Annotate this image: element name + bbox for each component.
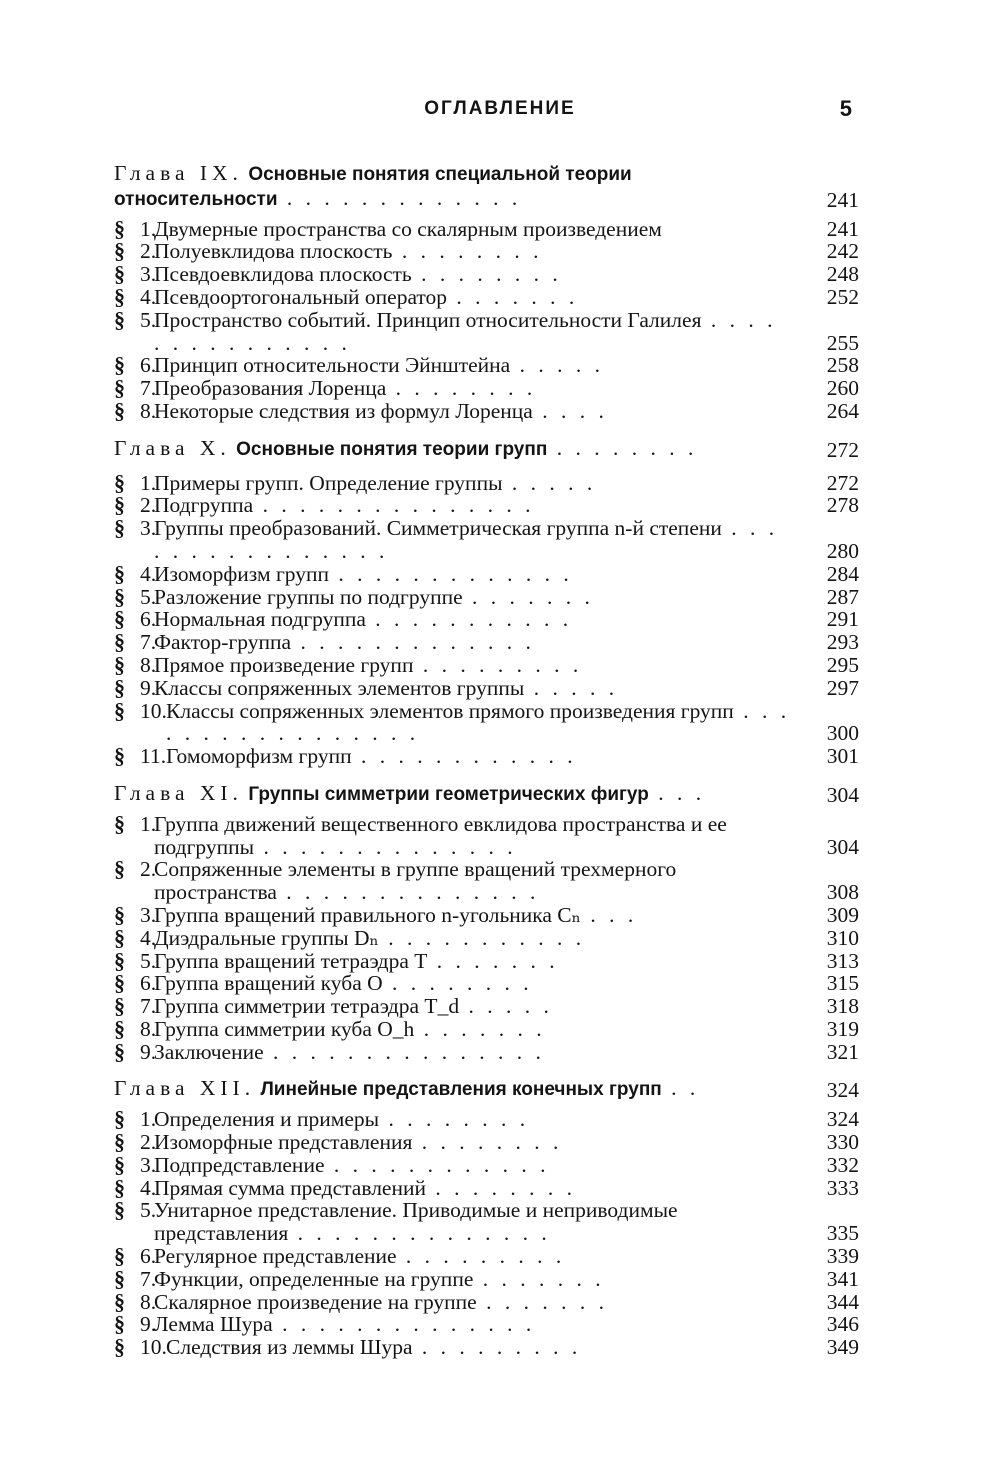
dot-leader: . . . . . . . . bbox=[379, 1107, 530, 1132]
toc-entry bbox=[114, 995, 859, 1018]
chapter-12 bbox=[114, 1077, 859, 1359]
section-number: 9. bbox=[140, 675, 157, 700]
section-title: Группа вращений правильного n-угольника Cₙ bbox=[154, 902, 581, 927]
dot-leader: . . . . . . . . . . . . . . . . bbox=[154, 516, 779, 563]
section-sign: § bbox=[114, 469, 125, 495]
section-title: Следствия из леммы Шура bbox=[166, 1335, 413, 1360]
toc-entry bbox=[114, 674, 859, 700]
toc-entry bbox=[114, 1131, 859, 1154]
section-page: 293 bbox=[826, 630, 859, 655]
section-sign: § bbox=[114, 397, 125, 423]
section-title: Группы преобразований. Симметрическая группа n-й степени bbox=[154, 516, 722, 541]
dot-leader: . . . . . . . . . . . . . . . bbox=[253, 493, 535, 518]
section-title: Регулярное представление bbox=[154, 1244, 397, 1269]
toc-entry bbox=[114, 697, 859, 746]
toc-entry bbox=[114, 397, 859, 423]
section-page: 301 bbox=[826, 744, 859, 769]
section-title: Изоморфные представления bbox=[154, 1130, 413, 1155]
section-number: 2. bbox=[140, 857, 157, 882]
section-page: 260 bbox=[826, 376, 859, 401]
chapter-title: Основные понятия специальной теории относительности bbox=[114, 164, 632, 210]
section-sign: § bbox=[114, 743, 125, 769]
section-title: Унитарное представление. Приводимые и неприводимые представления bbox=[154, 1198, 678, 1246]
section-number: 7. bbox=[140, 630, 157, 655]
section-title: Группа вращений куба O bbox=[154, 971, 383, 996]
section-title: Псевдоевклидова плоскость bbox=[154, 262, 412, 287]
dot-leader: . . . . . . . . . . . . bbox=[351, 744, 577, 769]
toc-entry bbox=[114, 494, 859, 517]
section-number: 1. bbox=[140, 216, 157, 241]
toc-entry bbox=[114, 354, 859, 377]
section-sign: § bbox=[114, 1106, 125, 1132]
toc-entry bbox=[114, 810, 859, 859]
dot-leader: . . . . . . . bbox=[476, 1289, 608, 1314]
section-title: Пространство событий. Принцип относительности Галилея bbox=[154, 307, 702, 332]
section-page: 255 bbox=[826, 330, 859, 355]
chapter-9 bbox=[114, 162, 859, 423]
dot-leader: . . . . . . . . . . . . . bbox=[291, 630, 535, 655]
section-page: 258 bbox=[826, 353, 859, 378]
section-title: Классы сопряженных элементов прямого произведения групп bbox=[166, 698, 734, 723]
section-number: 6. bbox=[140, 1244, 157, 1269]
section-number: 5. bbox=[140, 1198, 157, 1223]
section-sign: § bbox=[114, 856, 125, 882]
section-number: 4. bbox=[140, 284, 157, 309]
toc-entry bbox=[114, 240, 859, 263]
section-title: Лемма Шура bbox=[154, 1312, 273, 1337]
dot-leader: . . . . . . . . . . . . . . . bbox=[263, 1039, 545, 1064]
dot-leader: . . . . . . . . bbox=[382, 971, 533, 996]
chapter-heading bbox=[114, 162, 859, 212]
section-number: 7. bbox=[140, 376, 157, 401]
toc-entry bbox=[114, 972, 859, 995]
section-title: Изоморфизм групп bbox=[154, 561, 329, 586]
section-title: Преобразования Лоренца bbox=[154, 376, 387, 401]
toc-entry bbox=[114, 1336, 859, 1359]
section-title: Полуевклидова плоскость bbox=[154, 239, 393, 264]
section-sign: § bbox=[114, 1288, 125, 1314]
chapter-page: 324 bbox=[826, 1078, 859, 1103]
section-page: 319 bbox=[826, 1016, 859, 1041]
section-number: 6. bbox=[140, 607, 157, 632]
section-number: 8. bbox=[140, 652, 157, 677]
section-page: 272 bbox=[826, 470, 859, 495]
toc-entry bbox=[114, 215, 859, 241]
dot-leader: . . . . bbox=[532, 398, 608, 423]
section-sign: § bbox=[114, 993, 125, 1019]
section-number: 4. bbox=[140, 561, 157, 586]
toc-entry bbox=[114, 1265, 859, 1291]
chapter-page: 272 bbox=[826, 437, 859, 462]
dot-leader: . . . . . . . . . . . . . . bbox=[272, 1312, 536, 1337]
running-head bbox=[0, 98, 1000, 130]
section-title: Некоторые следствия из формул Лоренца bbox=[154, 398, 533, 423]
dot-leader: . . . . . . . . bbox=[547, 435, 698, 460]
section-number: 11. bbox=[140, 744, 167, 769]
dot-leader: . . . . . . . bbox=[462, 584, 594, 609]
section-title: Подпредставление bbox=[154, 1152, 325, 1177]
section-page: 344 bbox=[826, 1289, 859, 1314]
section-sign: § bbox=[114, 1265, 125, 1291]
section-title: Сопряженные элементы в группе вращений трехмерного пространства bbox=[154, 857, 677, 905]
section-sign: § bbox=[114, 283, 125, 309]
toc-entry bbox=[114, 651, 859, 677]
section-title: Нормальная подгруппа bbox=[154, 607, 366, 632]
section-sign: § bbox=[114, 515, 125, 541]
section-page: 241 bbox=[826, 216, 859, 241]
dot-leader: . . . . . . . . bbox=[386, 376, 537, 401]
section-number: 8. bbox=[140, 1289, 157, 1314]
section-number: 4. bbox=[140, 1175, 157, 1200]
toc-entry bbox=[114, 1015, 859, 1041]
section-page: 332 bbox=[826, 1152, 859, 1177]
section-page: 295 bbox=[826, 652, 859, 677]
toc-entry bbox=[114, 631, 859, 654]
section-page: 300 bbox=[826, 721, 859, 746]
section-page: 321 bbox=[826, 1039, 859, 1064]
dot-leader: . . . . . bbox=[459, 994, 553, 1019]
section-number: 3. bbox=[140, 516, 157, 541]
toc-entry bbox=[114, 263, 859, 286]
dot-leader: . . . . . . . . . . . bbox=[365, 607, 573, 632]
section-sign: § bbox=[114, 924, 125, 950]
toc-entry bbox=[114, 1038, 859, 1064]
dot-leader: . . . . . bbox=[510, 353, 604, 378]
section-number: 9. bbox=[140, 1039, 157, 1064]
section-sign: § bbox=[114, 1129, 125, 1155]
section-number: 8. bbox=[140, 1016, 157, 1041]
chapter-heading bbox=[114, 437, 859, 462]
section-page: 284 bbox=[826, 561, 859, 586]
section-title: Скалярное произведение на группе bbox=[154, 1289, 477, 1314]
dot-leader: . . . . . . . . . . . . . . . . . bbox=[166, 698, 791, 746]
section-sign: § bbox=[114, 651, 125, 677]
section-page: 341 bbox=[826, 1266, 859, 1291]
section-title: Функции, определенные на группе bbox=[154, 1266, 474, 1291]
section-title: Группа вращений тетраэдра T bbox=[154, 948, 428, 973]
dot-leader: . . . . . . . . . . . . . . bbox=[276, 880, 540, 905]
section-title: Группа симметрии тетраэдра T_d bbox=[154, 994, 460, 1019]
toc-entry bbox=[114, 306, 859, 355]
toc-entry bbox=[114, 1313, 859, 1336]
dot-leader: . . . . . . . . . . . . . . bbox=[288, 1221, 551, 1246]
section-sign: § bbox=[114, 1174, 125, 1200]
toc-entry bbox=[114, 377, 859, 400]
chapter-11 bbox=[114, 782, 859, 1064]
toc-entry bbox=[114, 1108, 859, 1131]
section-number: 5. bbox=[140, 307, 157, 332]
dot-leader: . . . . . bbox=[524, 675, 619, 700]
section-page: 335 bbox=[826, 1221, 859, 1246]
toc-entry bbox=[114, 1151, 859, 1177]
section-title: Двумерные пространства со скалярным произведением bbox=[154, 216, 662, 241]
section-sign: § bbox=[114, 674, 125, 700]
section-sign: § bbox=[114, 261, 125, 287]
dot-leader: . . . . . . . . . . . . . bbox=[277, 185, 522, 210]
dot-leader: . . . bbox=[648, 780, 706, 805]
section-sign: § bbox=[114, 215, 125, 241]
chapter-heading bbox=[114, 1077, 859, 1102]
section-sign: § bbox=[114, 606, 125, 632]
table-of-contents bbox=[114, 162, 859, 1373]
section-page: 248 bbox=[826, 262, 859, 287]
section-title: Псевдоортогональный оператор bbox=[154, 284, 448, 309]
chapter-label: Глава XII. bbox=[114, 1076, 256, 1101]
section-title: Заключение bbox=[154, 1039, 264, 1064]
section-page: 304 bbox=[826, 834, 859, 859]
section-page: 324 bbox=[826, 1107, 859, 1132]
chapter-label: Глава X. bbox=[114, 435, 231, 460]
section-number: 10. bbox=[140, 1335, 167, 1360]
section-number: 2. bbox=[140, 1130, 157, 1155]
toc-entry bbox=[114, 608, 859, 631]
section-title: Группа движений вещественного евклидова пространства и ее подгруппы bbox=[154, 811, 727, 859]
section-sign: § bbox=[114, 1334, 125, 1360]
section-number: 1. bbox=[140, 470, 157, 495]
section-number: 5. bbox=[140, 584, 157, 609]
section-sign: § bbox=[114, 629, 125, 655]
section-sign: § bbox=[114, 901, 125, 927]
section-sign: § bbox=[114, 1197, 125, 1223]
chapter-heading bbox=[114, 782, 859, 807]
dot-leader: . . . . . . . bbox=[473, 1266, 605, 1291]
section-sign: § bbox=[114, 492, 125, 518]
section-sign: § bbox=[114, 352, 125, 378]
section-title: Классы сопряженных элементов группы bbox=[154, 675, 525, 700]
section-page: 315 bbox=[826, 971, 859, 996]
section-sign: § bbox=[114, 1015, 125, 1041]
section-page: 278 bbox=[826, 493, 859, 518]
dot-leader: . . . . . . . . bbox=[411, 262, 562, 287]
chapter-title: Линейные представления конечных групп bbox=[260, 1079, 662, 1101]
section-number: 7. bbox=[140, 1266, 157, 1291]
toc-entry bbox=[114, 1245, 859, 1268]
section-page: 297 bbox=[826, 675, 859, 700]
section-sign: § bbox=[114, 1243, 125, 1269]
dot-leader: . . . . . . . . . . . . bbox=[324, 1152, 550, 1177]
section-number: 9. bbox=[140, 1312, 157, 1337]
section-page: 287 bbox=[826, 584, 859, 609]
section-page: 291 bbox=[826, 607, 859, 632]
section-sign: § bbox=[114, 375, 125, 401]
section-page: 280 bbox=[826, 538, 859, 563]
section-page: 349 bbox=[826, 1335, 859, 1360]
section-title: Группа симметрии куба O_h bbox=[154, 1016, 415, 1041]
toc-entry bbox=[114, 924, 859, 950]
section-number: 7. bbox=[140, 994, 157, 1019]
dot-leader: . . . . . . . . . bbox=[396, 1244, 566, 1269]
dot-leader: . . . . . . . . . . . . . . . bbox=[154, 307, 777, 355]
section-number: 3. bbox=[140, 902, 157, 927]
section-sign: § bbox=[114, 238, 125, 264]
dot-leader: . . . . . . . . bbox=[392, 239, 543, 264]
section-sign: § bbox=[114, 970, 125, 996]
section-title: Подгруппа bbox=[154, 493, 254, 518]
toc-entry bbox=[114, 469, 859, 495]
dot-leader: . . . bbox=[580, 902, 638, 927]
section-page: 318 bbox=[826, 994, 859, 1019]
section-page: 252 bbox=[826, 284, 859, 309]
section-number: 3. bbox=[140, 1152, 157, 1177]
chapter-title: Основные понятия теории групп bbox=[236, 438, 548, 460]
dot-leader: . . . . . . . bbox=[447, 284, 579, 309]
dot-leader: . . . . . bbox=[502, 470, 597, 495]
section-number: 8. bbox=[140, 398, 157, 423]
toc-entry bbox=[114, 283, 859, 309]
section-title: Фактор-группа bbox=[154, 630, 292, 655]
section-sign: § bbox=[114, 947, 125, 973]
section-sign: § bbox=[114, 1151, 125, 1177]
page-number: 5 bbox=[839, 96, 852, 121]
section-sign: § bbox=[114, 560, 125, 586]
dot-leader: . . . . . . . . bbox=[412, 1130, 563, 1155]
dot-leader: . . . . . . . . . . . . . bbox=[329, 561, 573, 586]
section-number: 1. bbox=[140, 1107, 157, 1132]
section-number: 4. bbox=[140, 925, 157, 950]
section-number: 10. bbox=[140, 698, 167, 723]
chapter-label: Глава XI. bbox=[114, 780, 243, 805]
section-sign: § bbox=[114, 1311, 125, 1337]
section-sign: § bbox=[114, 697, 125, 723]
toc-entry bbox=[114, 901, 859, 927]
section-page: 309 bbox=[826, 902, 859, 927]
section-page: 346 bbox=[826, 1312, 859, 1337]
toc-entry bbox=[114, 858, 859, 904]
section-title: Определения и примеры bbox=[154, 1107, 380, 1132]
section-number: 5. bbox=[140, 948, 157, 973]
chapter-10 bbox=[114, 437, 859, 768]
section-title: Диэдральные группы Dₙ bbox=[154, 925, 379, 950]
toc-entry bbox=[114, 1288, 859, 1314]
dot-leader: . . . . . . . . . bbox=[413, 652, 583, 677]
section-title: Примеры групп. Определение группы bbox=[154, 470, 503, 495]
toc-entry bbox=[114, 560, 859, 586]
section-page: 313 bbox=[826, 948, 859, 973]
section-title: Прямая сумма представлений bbox=[154, 1175, 426, 1200]
dot-leader: . . . . . . . . bbox=[426, 1175, 576, 1200]
chapter-label: Глава IX. bbox=[114, 161, 243, 185]
dot-leader: . . . . . . . . . . . . . . bbox=[254, 834, 517, 859]
dot-leader: . . bbox=[661, 1076, 700, 1101]
section-sign: § bbox=[114, 306, 125, 332]
toc-entry bbox=[114, 1199, 859, 1245]
section-page: 242 bbox=[826, 239, 859, 264]
section-title: Прямое произведение групп bbox=[154, 652, 414, 677]
page-title: ОГЛАВЛЕНИЕ bbox=[424, 98, 576, 119]
section-page: 308 bbox=[826, 880, 859, 905]
toc-entry bbox=[114, 745, 859, 768]
dot-leader: . . . . . . . . . bbox=[412, 1335, 582, 1360]
section-page: 310 bbox=[826, 925, 859, 950]
section-page: 330 bbox=[826, 1130, 859, 1155]
dot-leader: . . . . . . . bbox=[414, 1016, 546, 1041]
section-number: 1. bbox=[140, 811, 157, 836]
section-sign: § bbox=[114, 583, 125, 609]
section-title: Разложение группы по подгруппе bbox=[154, 584, 463, 609]
section-number: 3. bbox=[140, 262, 157, 287]
section-number: 6. bbox=[140, 353, 157, 378]
section-sign: § bbox=[114, 1038, 125, 1064]
dot-leader: . . . . . . . . . . . bbox=[378, 925, 586, 950]
chapter-page: 241 bbox=[826, 187, 859, 212]
section-number: 2. bbox=[140, 493, 157, 518]
chapter-page: 304 bbox=[826, 782, 859, 807]
toc-entry bbox=[114, 947, 859, 973]
dot-leader: . . . . . . . bbox=[427, 948, 559, 973]
toc-entry bbox=[114, 583, 859, 609]
section-number: 2. bbox=[140, 239, 157, 264]
section-number: 6. bbox=[140, 971, 157, 996]
section-page: 264 bbox=[826, 398, 859, 423]
toc-entry bbox=[114, 517, 859, 563]
chapter-title: Группы симметрии геометрических фигур bbox=[248, 783, 649, 805]
section-title: Гомоморфизм групп bbox=[166, 744, 352, 769]
section-sign: § bbox=[114, 810, 125, 836]
section-title: Принцип относительности Эйнштейна bbox=[154, 353, 511, 378]
section-page: 333 bbox=[826, 1175, 859, 1200]
toc-entry bbox=[114, 1174, 859, 1200]
section-page: 339 bbox=[826, 1244, 859, 1269]
